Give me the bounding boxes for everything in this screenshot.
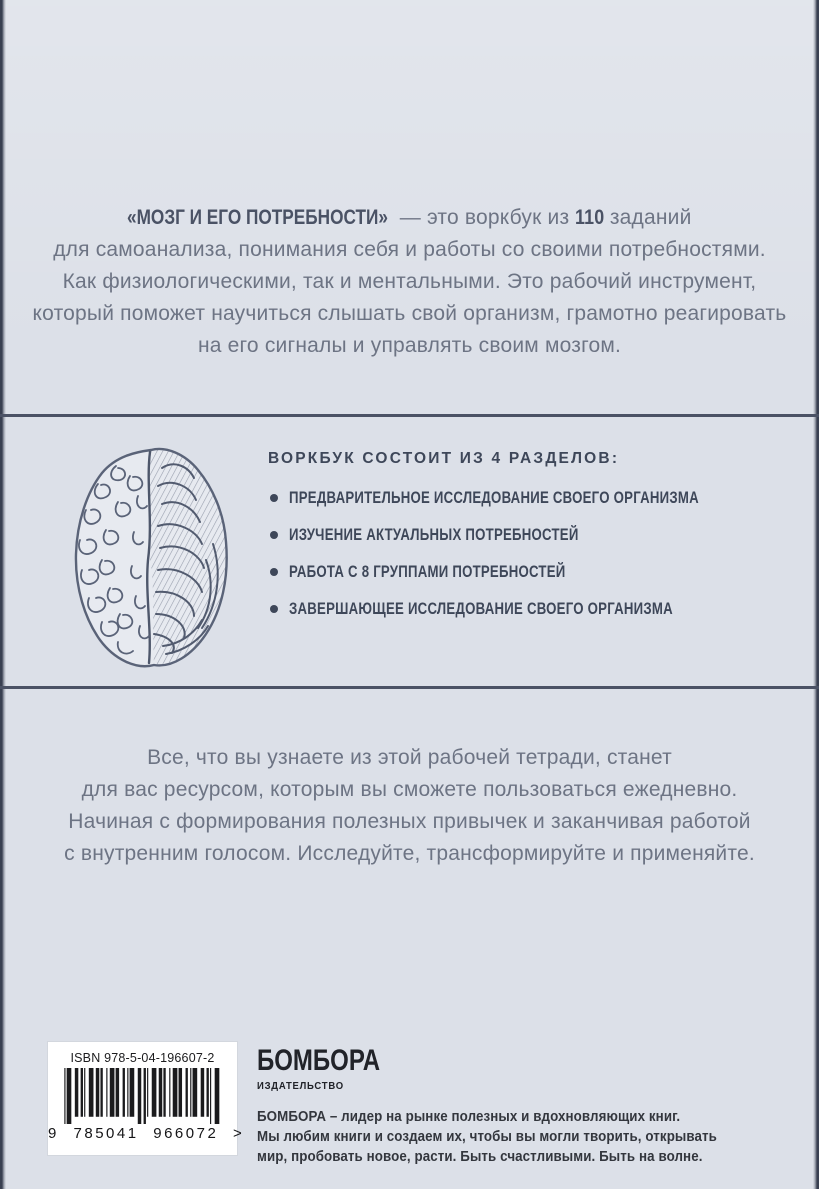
outro-line: Все, что вы узнаете из этой рабочей тетради, станет — [147, 746, 672, 769]
section-item-label: РАБОТА С 8 ГРУППАМИ ПОТРЕБНОСТЕЙ — [289, 563, 566, 581]
task-count: 110 — [575, 206, 605, 229]
brain-icon — [54, 442, 244, 677]
outro-line: Начиная с формирования полезных привычек и заканчивая работой — [68, 810, 751, 833]
divider-line — [0, 414, 819, 417]
divider-line — [0, 686, 819, 689]
intro-line: для самоанализа, понимания себя и работы со своими потребностями. — [53, 238, 766, 261]
isbn-label: ISBN 978-5-04-196607-2 — [70, 1051, 215, 1065]
outro-line: с внутренним голосом. Исследуйте, трансформируйте и применяйте. — [64, 842, 755, 865]
blurb-line: Мы любим книги и создаем их, чтобы вы могли творить, открывать — [257, 1129, 717, 1145]
list-item — [268, 564, 808, 580]
barcode-digits: 9 785041 966072 > — [48, 1125, 245, 1142]
bullet-dot-icon — [270, 531, 278, 539]
barcode-panel — [48, 1042, 245, 1155]
publisher-blurb — [257, 1107, 797, 1167]
blurb-line: БОМБОРА – лидер на рынке полезных и вдохновляющих книг. — [257, 1109, 681, 1125]
sections-block — [0, 440, 819, 680]
intro-paragraph — [0, 202, 819, 362]
outro-paragraph — [0, 742, 819, 870]
section-item-label: ПРЕДВАРИТЕЛЬНОЕ ИССЛЕДОВАНИЕ СВОЕГО ОРГАНИЗМА — [289, 489, 699, 507]
intro-line1-tail: заданий — [603, 206, 692, 229]
bullet-dot-icon — [270, 568, 278, 576]
sections-heading: ВОРКБУК СОСТОИТ ИЗ 4 РАЗДЕЛОВ: — [268, 450, 620, 467]
list-item — [268, 490, 808, 506]
publisher-block — [257, 1046, 797, 1167]
publisher-logo: БОМБОРА — [257, 1044, 381, 1077]
publisher-subtitle: ИЗДАТЕЛЬСТВО — [257, 1081, 344, 1092]
bullet-dot-icon — [270, 605, 278, 613]
intro-line — [0, 202, 819, 234]
intro-line: который поможет научиться слышать свой организм, грамотно реагировать — [32, 302, 787, 325]
bullet-dot-icon — [270, 494, 278, 502]
blurb-line: мир, пробовать новое, расти. Быть счастливыми. Быть на волне. — [257, 1149, 703, 1165]
barcode-icon — [62, 1068, 224, 1124]
book-title-inline: «МОЗГ И ЕГО ПОТРЕБНОСТИ» — [127, 206, 389, 229]
list-item — [268, 527, 808, 543]
intro-line1-mid: — это воркбук из — [393, 206, 576, 229]
intro-line: Как физиологическими, так и ментальными. Это рабочий инструмент, — [62, 270, 757, 293]
outro-line: для вас ресурсом, которым вы сможете пользоваться ежедневно. — [81, 778, 738, 801]
sections-list-block — [268, 450, 808, 638]
section-item-label: ЗАВЕРШАЮЩЕЕ ИССЛЕДОВАНИЕ СВОЕГО ОРГАНИЗМА — [289, 600, 673, 618]
section-item-label: ИЗУЧЕНИЕ АКТУАЛЬНЫХ ПОТРЕБНОСТЕЙ — [289, 526, 579, 544]
list-item — [268, 601, 808, 617]
intro-line: на его сигналы и управлять своим мозгом. — [197, 334, 622, 357]
footer-block — [0, 1042, 819, 1165]
